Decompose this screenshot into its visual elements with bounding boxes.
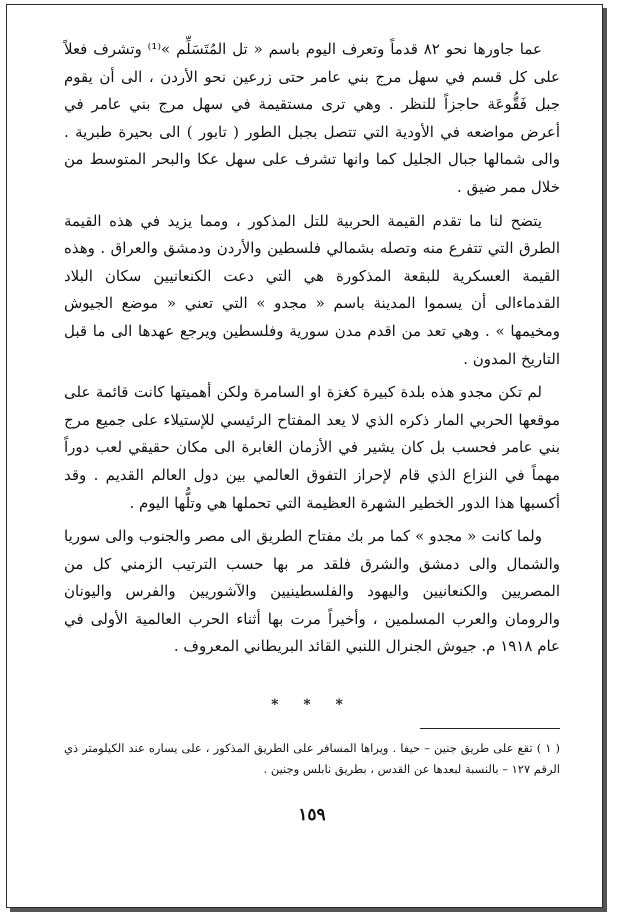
paragraph-1: عما جاورها نحو ٨٢ قدماً وتعرف اليوم باسم « تل المُتَسَلِّم »⁽¹⁾ وتشرف فعلاً على كل قسم في سهل مرج بني عامر حتى زرعين نحو الأردن ، الى أن يقوم جبل فَقُّوعَة حاجزاً للنظر . وهي ترى مستقيمة في سهل مرج بني عامر في أعرض مواضعه في الأودية التي تتصل بجبل الطور ( تابور ) الى بحيرة طبرية . والى شمالها جبال الجليل كما وانها تشرف على سهل عكا والبحر المتوسط من خلال ممر ضيق . bbox=[64, 40, 560, 196]
body-text bbox=[64, 36, 560, 667]
paragraph-3: لم تكن مجدو هذه بلدة كبيرة كغزة او السامرة ولكن أهميتها كانت قائمة على موقعها الحربي المار ذكره الذي لا يعد المفتاح الرئيسي للإستيلاء على جميع مرج بني عامر فحسب بل كان يشير في الأزمان الغابرة الى مكان حقيقي لعب دوراً مهماً في النزاع الذي قام لإحراز التفوق العالمي بين دول العالم القديم . وقد أكسبها هذا الدور الخطير الشهرة العظيمة التي تحملها هي وتلُّها اليوم . bbox=[64, 383, 560, 512]
paragraph-4: ولما كانت « مجدو » كما مر بك مفتاح الطريق الى مصر والجنوب والى سوريا والشمال والى دمشق والشرق فلقد مر بها حسب الترتيب الزمني كل من المصريين والكنعانيين واليهود والفلسطينيين والآشوريين والفرس واليونان والرومان والعرب المسلمين ، وأخيراً مرت بها أثناء الحرب العالمية الأولى في عام ١٩١٨ م. جيوش الجنرال اللنبي القائد البريطاني المعروف . bbox=[64, 527, 560, 656]
page-shadow-right bbox=[603, 8, 607, 910]
page-number: ١٥٩ bbox=[298, 805, 326, 825]
paragraph-2: يتضح لنا ما تقدم القيمة الحربية للتل المذكور ، ومما يزيد في هذه القيمة الطرق التي تتفرع منه وتصله بشمالي فلسطين والأردن ودمشق والعراق . وهذه القيمة العسكرية للبقعة المذكورة هي التي دعت الكنعانيين سكان البلاد القدماءالى أن يسموا المدينة باسم « مجدو » التي تعني « موضع الجيوش ومخيمها » . وهي تعد من اقدم مدن سورية وفلسطين ويرجع عهدها الى ما قبل التاريخ المدون . bbox=[64, 211, 560, 368]
footnote-rule bbox=[420, 728, 560, 729]
footnote bbox=[64, 738, 560, 780]
page-shadow-bottom bbox=[10, 908, 607, 912]
section-separator: * * * bbox=[271, 697, 353, 713]
footnote-text: ( ١ ) تقع على طريق جنين – حيفا . ويراها المسافر على الطريق المذكور ، على يساره عند الكيلومتر ذي الرقم ١٢٧ – بالنسبة لبعدها عن القدس ، بطريق نابلس وجنين . bbox=[64, 741, 560, 776]
